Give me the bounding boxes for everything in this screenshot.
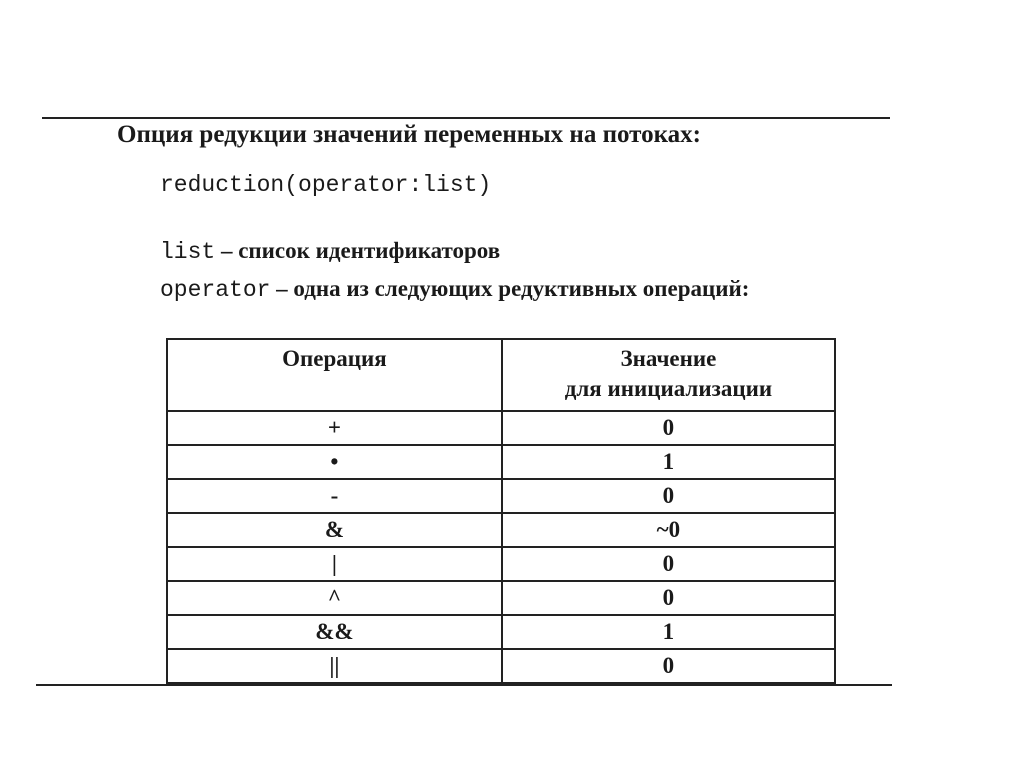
definition-operator [160,276,749,303]
value-cell: 0 [502,581,835,615]
definition-desc-list: – список идентификаторов [215,238,501,263]
table-row [167,513,835,547]
operation-cell: - [167,479,502,513]
table-row [167,649,835,683]
header-operation: Операция [167,339,502,411]
operation-cell: && [167,615,502,649]
table-row [167,615,835,649]
table-row [167,547,835,581]
operation-cell: & [167,513,502,547]
definition-term-list: list [160,239,216,265]
operation-cell: | [167,547,502,581]
reduction-syntax: reduction(operator:list) [160,172,492,198]
operation-cell: + [167,411,502,445]
value-cell: 0 [502,479,835,513]
table-row [167,479,835,513]
definition-term-operator: operator [160,277,271,303]
value-cell: 0 [502,547,835,581]
value-cell: ~0 [502,513,835,547]
operation-cell: || [167,649,502,683]
value-cell: 1 [502,445,835,479]
bottom-rule [36,684,892,686]
operation-cell: • [167,445,502,479]
definition-list [160,238,500,265]
top-rule [42,117,890,119]
header-init-value: Значение для инициализации [502,339,835,411]
table-header-row [167,339,835,411]
value-cell: 1 [502,615,835,649]
table-row [167,411,835,445]
table-row [167,445,835,479]
slide-heading: Опция редукции значений переменных на потоках: [117,121,701,148]
definition-desc-operator: – одна из следующих редуктивных операций: [270,276,750,301]
operation-cell: ^ [167,581,502,615]
reduction-operations-table [166,338,836,684]
value-cell: 0 [502,411,835,445]
value-cell: 0 [502,649,835,683]
table-row [167,581,835,615]
